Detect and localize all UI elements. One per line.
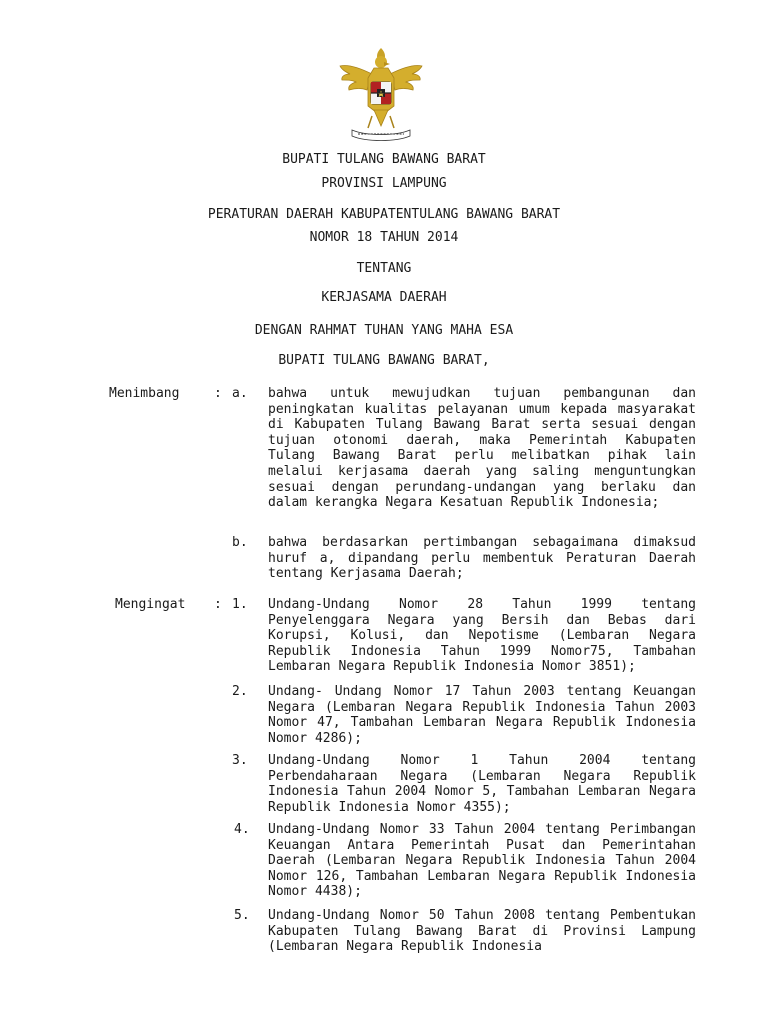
- mengingat-item-4-marker: 4.: [234, 822, 250, 837]
- mengingat-colon: :: [214, 597, 222, 612]
- menimbang-colon: :: [214, 386, 222, 401]
- subject-title: KERJASAMA DAERAH: [321, 290, 447, 305]
- mengingat-item-1-text: Undang-Undang Nomor 28 Tahun 1999 tentang Penyelenggara Negara yang Bersih dan Bebas dari Korupsi, Kolusi, dan Nepotisme (Lembaran Negara Republik Indonesia Tahun 1999 Nomor75, Tambahan Lembaran Negara Republik Indonesia Nomor 3851);: [268, 597, 696, 675]
- menimbang-label: Menimbang: [109, 386, 180, 401]
- garuda-emblem-icon: [336, 44, 426, 144]
- menimbang-item-b-marker: b.: [232, 535, 248, 550]
- mengingat-item-5-text: Undang-Undang Nomor 50 Tahun 2008 tentang Pembentukan Kabupaten Tulang Bawang Barat di Provinsi Lampung (Lembaran Negara Republik Indonesia: [268, 908, 696, 955]
- mengingat-item-5-marker: 5.: [234, 908, 250, 923]
- regulation-title: PERATURAN DAERAH KABUPATENTULANG BAWANG BARAT: [207, 207, 561, 222]
- preamble-line: DENGAN RAHMAT TUHAN YANG MAHA ESA: [254, 323, 514, 338]
- about-heading: TENTANG: [356, 261, 412, 276]
- mengingat-item-4-text: Undang-Undang Nomor 33 Tahun 2004 tentang Perimbangan Keuangan Antara Pemerintah Pusat dan Pemerintahan Daerah (Lembaran Negara Republik Indonesia Tahun 2004 Nomor 126, Tambahan Lembaran Negara Republik Indonesia Nomor 4438);: [268, 822, 696, 900]
- regent-title: BUPATI TULANG BAWANG BARAT: [282, 152, 486, 167]
- regent-salutation: BUPATI TULANG BAWANG BARAT,: [278, 353, 490, 368]
- regulation-number: NOMOR 18 TAHUN 2014: [309, 230, 459, 245]
- menimbang-item-b-text: bahwa berdasarkan pertimbangan sebagaimana dimaksud huruf a, dipandang perlu membentuk Peraturan Daerah tentang Kerjasama Daerah;: [268, 535, 696, 582]
- mengingat-label: Mengingat: [115, 597, 186, 612]
- mengingat-item-3-marker: 3.: [232, 753, 248, 768]
- province-title: PROVINSI LAMPUNG: [321, 176, 447, 191]
- mengingat-item-3-text: Undang-Undang Nomor 1 Tahun 2004 tentang Perbendaharaan Negara (Lembaran Negara Republik Indonesia Tahun 2004 Nomor 5, Tambahan Lembaran Negara Republik Indonesia Nomor 4355);: [268, 753, 696, 815]
- menimbang-item-a-text: bahwa untuk mewujudkan tujuan pembangunan dan peningkatan kualitas pelayanan umum kepada masyarakat di Kabupaten Tulang Bawang Barat serta sesuai dengan tujuan otonomi daerah, maka Pemerintah Kabupaten Tulang Bawang Barat perlu melibatkan pihak lain melalui kerjasama daerah yang saling menguntungkan sesuai dengan perundang-undangan yang berlaku dan dalam kerangka Negara Kesatuan Republik Indonesia;: [268, 386, 696, 511]
- menimbang-item-a-marker: a.: [232, 386, 248, 401]
- mengingat-item-1-marker: 1.: [232, 597, 248, 612]
- mengingat-item-2-text: Undang- Undang Nomor 17 Tahun 2003 tentang Keuangan Negara (Lembaran Negara Republik Indonesia Tahun 2003 Nomor 47, Tambahan Lembaran Negara Republik Indonesia Nomor 4286);: [268, 684, 696, 746]
- mengingat-item-2-marker: 2.: [232, 684, 248, 699]
